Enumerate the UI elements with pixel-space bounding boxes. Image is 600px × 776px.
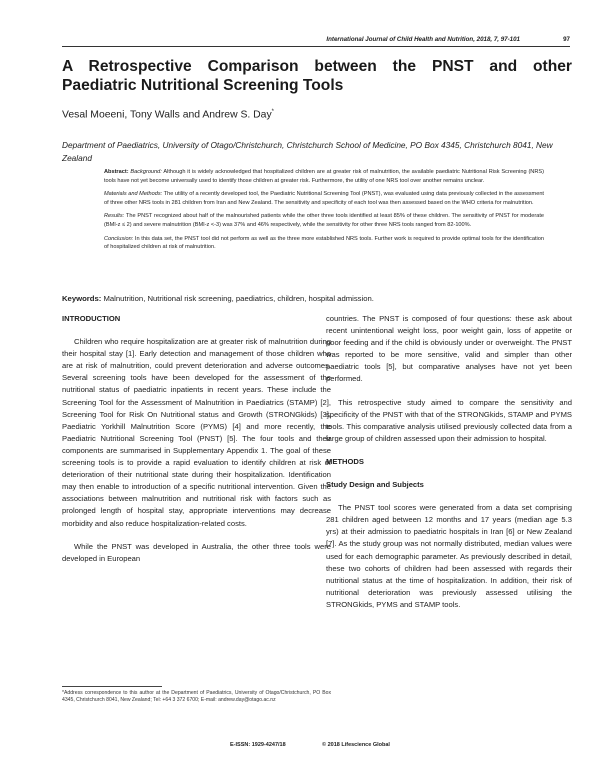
header-divider: [62, 46, 570, 47]
methods-text: The utility of a recently developed tool, the Paediatric Nutritional Screening Tool (PNST), was evaluated using data previously collected in the assessment of three other NRS tools in 281 children from Iran and New Zealand. The sensitivity and specificity of each tool was then assessed based on the WHO criteria for malnutrition.: [104, 191, 544, 206]
conclusion-label: Conclusion:: [104, 235, 134, 242]
footer-copyright: © 2018 Lifescience Global: [322, 742, 390, 748]
abstract-label: Abstract:: [104, 169, 129, 175]
keywords: [62, 294, 572, 303]
abstract-background: [104, 168, 544, 185]
keywords-text: Malnutrition, Nutritional risk screening, paediatrics, children, hospital admission.: [103, 294, 374, 303]
results-label: Results:: [104, 213, 125, 220]
background-text: Although it is widely acknowledged that hospitalized children are at greater risk of malnutrition, the available paediatric Nutritional Risk Screening (NRS) tools have not yet become universally used to identify those children at greater risk. Furthermore, the utility of one NRS tool over another remains unclear.: [104, 169, 544, 184]
article-title-line-2: Paediatric Nutritional Screening Tools: [62, 77, 344, 94]
footer-issn: E-ISSN: 1929-4247/18: [230, 742, 286, 748]
conclusion-text: In this data set, the PNST tool did not perform as well as the three more established NRS tools. Further work is required to provide optimal tools for the identification of hospitalized children at risk of malnutrition.: [104, 235, 544, 251]
abstract-methods: [104, 190, 544, 207]
background-label: Background:: [130, 169, 162, 175]
author-list: [62, 109, 274, 120]
results-text: The PNST recognized about half of the malnourished patients while the other three tools identified at least 85% of these children. The sensitivity of PNST for moderate (BMI-z ≤ 2) and severe malnutrition (BMI-z <-3) was 37% and 46% respectively, while the sensitivity for other three NRS tools ranged from 82-100%.: [104, 213, 545, 228]
right-column: [326, 313, 572, 611]
methods-heading: METHODS: [326, 456, 364, 466]
introduction-heading: INTRODUCTION: [62, 314, 121, 323]
abstract: [104, 168, 544, 257]
left-column: [62, 313, 331, 565]
affiliation: Department of Paediatrics, University of Otago/Christchurch, Christchurch School of Medicine, PO Box 4345, Christchurch 8041, New Zealand: [62, 140, 553, 163]
abstract-conclusion: [104, 235, 544, 252]
intro-paragraph-2: While the PNST was developed in Australia, the other three tools were developed in European: [62, 541, 331, 563]
methods-paragraph-1: The PNST tool scores were generated from a data set comprising 281 children aged between 12 months and 17 years (median age 5.3 yrs) at their admission to paediatric hospitals in Iran [6] or New Zealand [7]. As the study group was not normally distributed, median values were used for each demographic parameter. As previously described in detail, these two cohorts of children had been assessed with regards their nutritional status at the time of hospitalization. In addition, their risk of nutritional deterioration was previously assessed utilising the STRONGkids, PYMS and STAMP tools.: [326, 503, 572, 609]
study-design-heading: Study Design and Subjects: [326, 480, 424, 490]
intro-paragraph-1: Children who require hospitalization are at greater risk of malnutrition during their hospital stay [1]. Early detection and management of those children who are at risk of malnutrition, could prevent deterioration and adverse outcomes. Several screening tools have been developed for the assessment of the nutritional status of paediatric inpatients in recent years. These include the Screening Tool for the Assessment of Malnutrition in Paediatrics (STAMP) [2], Screening Tool for Risk On Nutritional status and Growth (STRONGkids) [3], Paediatric Yorkhill Malnutrition Score (PYMS) [4] and more recently, the Paediatric Nutritional Screening Tool (PNST) [5]. The four tools and their components are summarised in Supplementary Appendix 1. The goal of these screening tools is to provide a rapid evaluation to identify children at risk of deterioration of their nutritional state during their hospitalization. Identification may then enable to introduction of a specific nutritional intervention. Given the associations between malnutrition and nutritional risk with factors such as prolonged length of hospital stay, appropriate interventions may decrease morbidity and also reduce hospitalization-related costs.: [62, 337, 331, 528]
keywords-label: Keywords:: [62, 294, 102, 303]
intro-paragraph-3: countries. The PNST is composed of four questions: these ask about recent unintentional weight loss, poor weight gain, loss of appetite or poor feeding and if the child is obviously under or overweight. The PNST was reported to be more sensitive, valid and simpler than other paediatric tools [5], but comparative analyses have not yet been performed.: [326, 314, 572, 384]
page-number: 97: [563, 36, 570, 43]
article-title: [62, 57, 572, 95]
corresponding-author-mark: *: [271, 109, 274, 115]
abstract-results: [104, 212, 544, 229]
author-names: Vesal Moeeni, Tony Walls and Andrew S. Day: [62, 109, 272, 121]
running-header-journal: International Journal of Child Health and Nutrition, 2018, 7, 97-101: [326, 36, 520, 43]
intro-paragraph-4: This retrospective study aimed to compare the sensitivity and specificity of the PNST with that of the STRONGkids, STAMP and PYMS tools. This comparative analysis utilised previously collected data from a large group of children assessed upon their admission to hospital.: [326, 397, 572, 443]
footnote-divider: [62, 686, 162, 687]
correspondence-footnote: *Address correspondence to this author at the Department of Paediatrics, University of Otago/Christchurch, PO Box 4345, Christchurch 8041, New Zealand; Tel: +64 3 372 6700; E-mail: andrew.day@otago.ac.nz: [62, 690, 331, 704]
article-title-line-1: A Retrospective Comparison between the PNST and other: [62, 58, 572, 75]
methods-label: Materials and Methods:: [104, 191, 163, 198]
